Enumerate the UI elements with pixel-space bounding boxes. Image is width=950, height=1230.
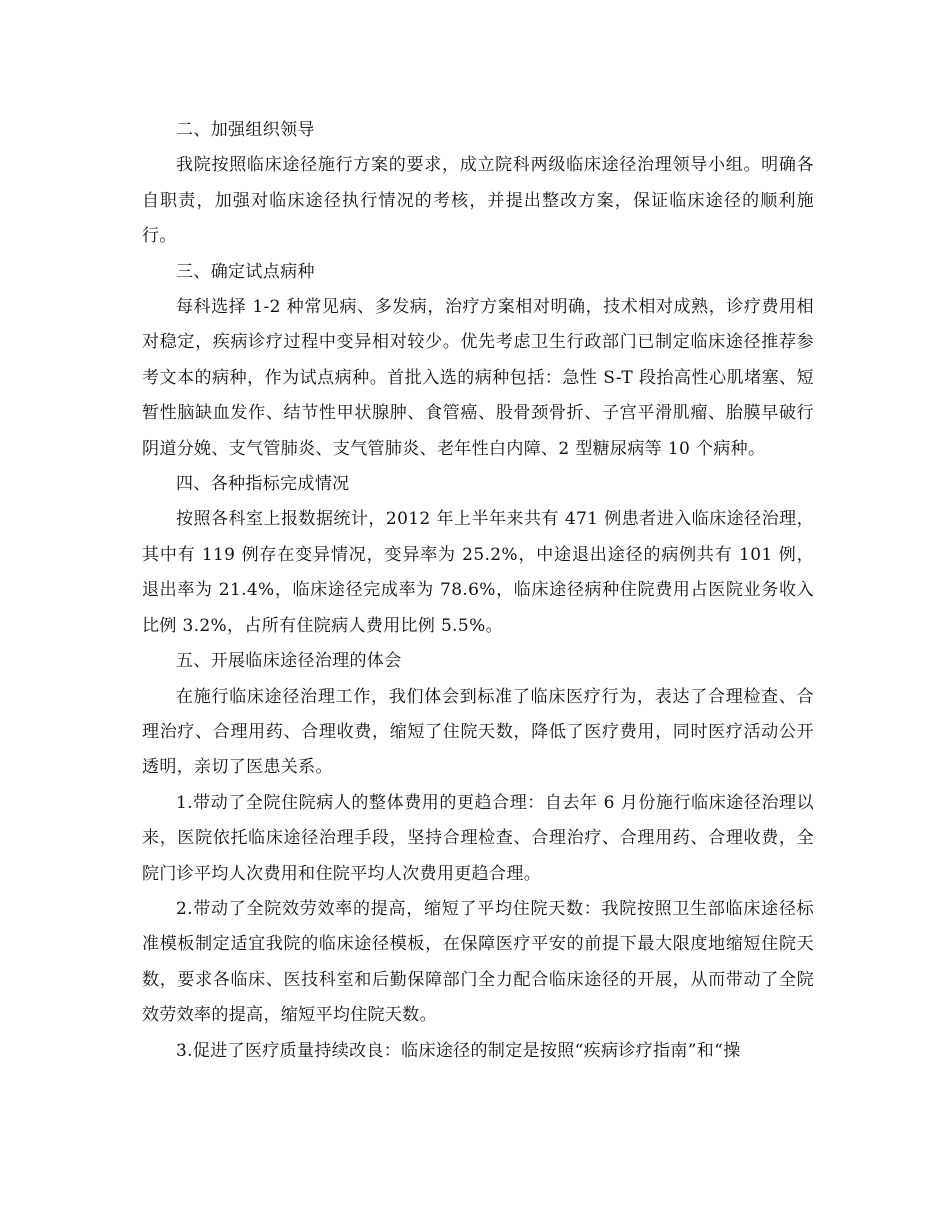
list-item-service-efficiency: 2.带动了全院效劳效率的提高，缩短了平均住院天数：我院按照卫生部临床途径标准模板制定适宜我院的临床途径模板，在保障医疗平安的前提下最大限度地缩短住院天数，要求各临床、医技科室和后勤保障部门全力配合临床途径的开展，从而带动了全院效劳效率的提高，缩短平均住院天数。 <box>142 898 814 1026</box>
section-heading-indicator-completion: 四、各种指标完成情况 <box>176 474 350 495</box>
paragraph-experience: 在施行临床途径治理工作，我们体会到标准了临床医疗行为，表达了合理检查、合理治疗、合理用药、合理收费，缩短了住院天数，降低了医疗费用，同时医疗活动公开透明，亲切了医患关系。 <box>142 686 814 778</box>
list-item-cost-reasonable: 1.带动了全院住院病人的整体费用的更趋合理：自去年 6 月份施行临床途径治理以来，医院依托临床途径治理手段，坚持合理检查、合理治疗、合理用药、合理收费，全院门诊平均人次费用和住院平均人次费用更趋合理。 <box>142 792 814 884</box>
paragraph-organization-leadership: 我院按照临床途径施行方案的要求，成立院科两级临床途径治理领导小组。明确各自职责，加强对临床途径执行情况的考核，并提出整改方案，保证临床途径的顺利施行。 <box>142 155 814 247</box>
document-body <box>142 113 814 1069</box>
paragraph-pilot-diseases: 每科选择 1-2 种常见病、多发病，治疗方案相对明确，技术相对成熟，诊疗费用相对稳定，疾病诊疗过程中变异相对较少。优先考虑卫生行政部门已制定临床途径推荐参考文本的病种，作为试点病种。首批入选的病种包括：急性 S-T 段抬高性心肌堵塞、短暂性脑缺血发作、结节性甲状腺肿、食管癌、股骨颈骨折、子宫平滑肌瘤、胎膜早破行阴道分娩、支气管肺炎、支气管肺炎、老年性白内障、2 型糖尿病等 10 个病种。 <box>142 297 814 459</box>
paragraph-indicator-completion: 按照各科室上报数据统计，2012 年上半年来共有 471 例患者进入临床途径治理，其中有 119 例存在变异情况，变异率为 25.2%，中途退出途径的病例共有 101 例，退出率为 21.4%，临床途径完成率为 78.6%，临床途径病种住院费用占医院业务收入比例 3.2%，占所有住院病人费用比例 5.5%。 <box>142 509 814 636</box>
list-item-quality-improvement: 3.促进了医疗质量持续改良：临床途径的制定是按照“疾病诊疗指南”和“操 <box>176 1040 741 1061</box>
section-heading-organization-leadership: 二、加强组织领导 <box>176 120 315 140</box>
section-heading-pilot-diseases: 三、确定试点病种 <box>176 261 315 282</box>
section-heading-experience: 五、开展临床途径治理的体会 <box>176 651 402 672</box>
